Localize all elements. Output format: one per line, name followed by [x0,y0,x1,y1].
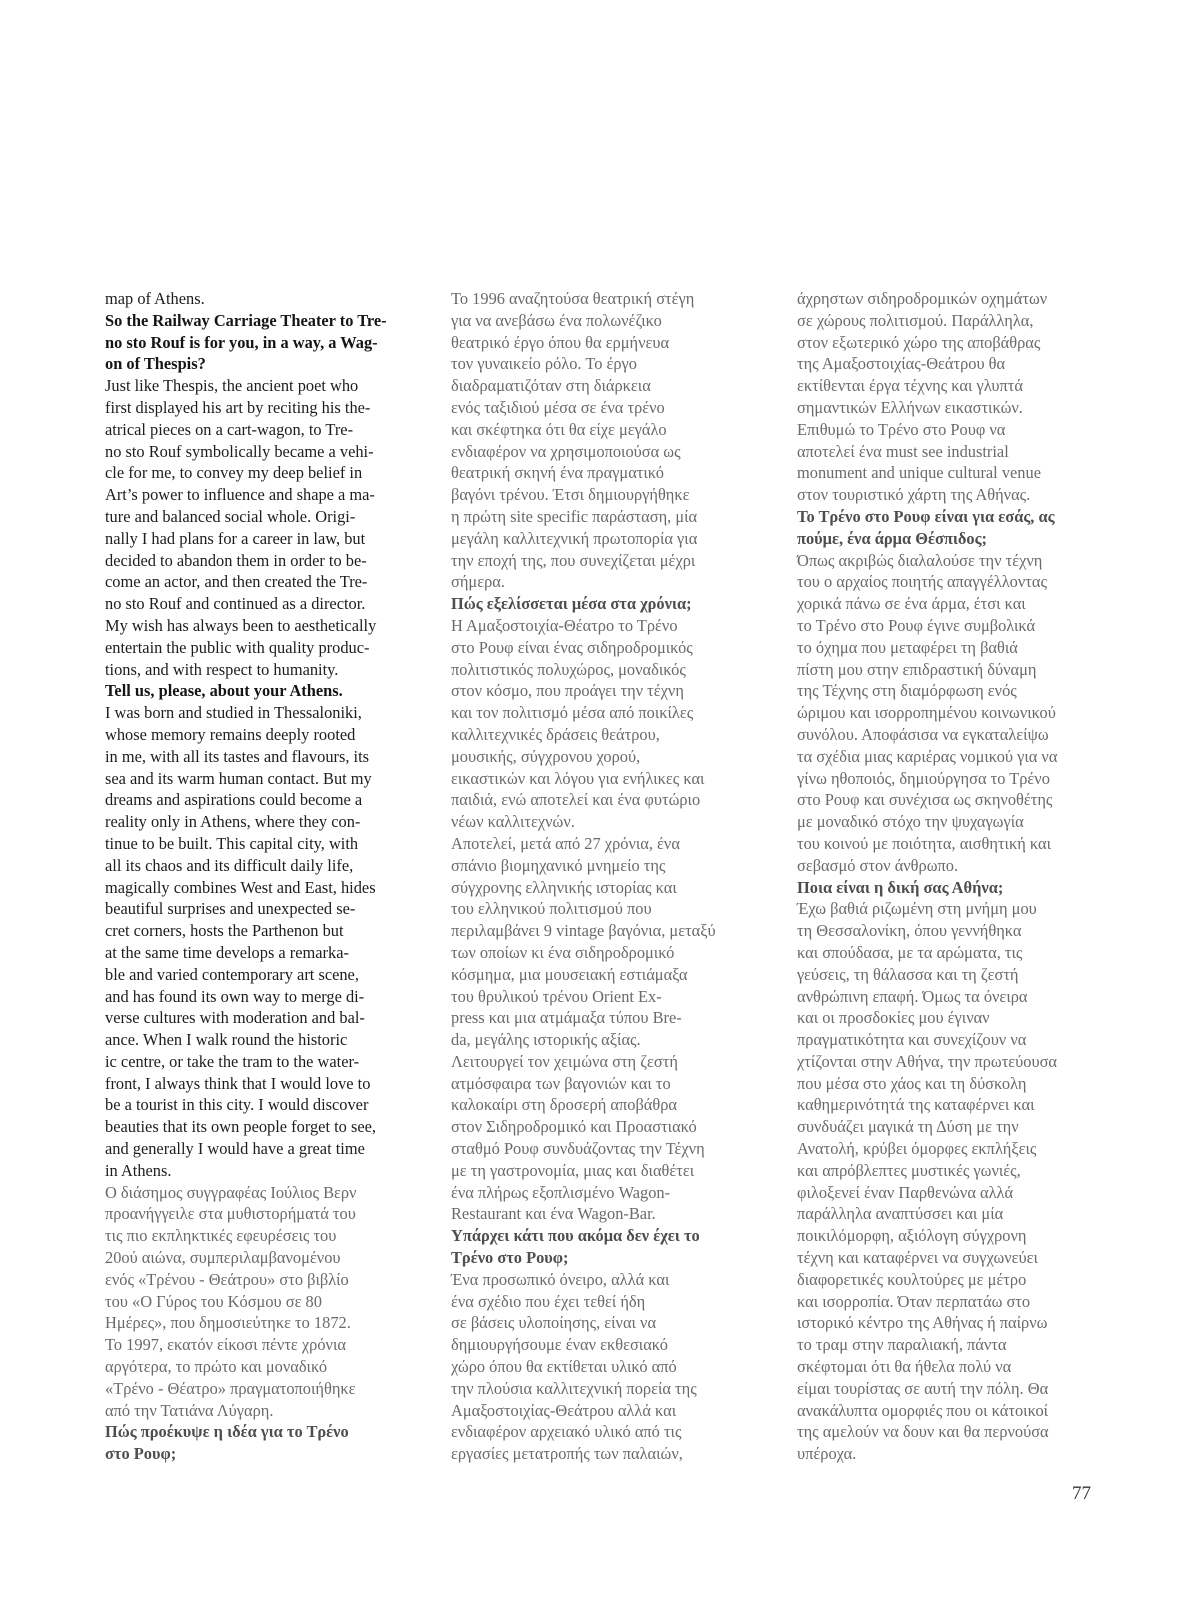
body-text-line: του ελληνικού πολιτισμού που [451,899,652,919]
body-text-line: cle for me, to convey my deep belief in [105,463,363,483]
text-column-1 [105,288,405,1465]
body-text-line: παράλληλα αναπτύσσει και μία [797,1204,1004,1224]
body-text-line: come an actor, and then created the Tre- [105,572,368,592]
body-text-line: γεύσεις, τη θάλασσα και τη ζεστή [797,964,1019,984]
body-text-line: ενδιαφέρον αρχειακό υλικό από τις [451,1422,682,1442]
body-text-line: ιστορικό κέντρο της Αθήνας ή παίρνω [797,1313,1048,1333]
body-text-line: Restaurant και ένα Wagon-Bar. [451,1204,656,1224]
body-text-line: at the same time develops a remarka- [105,942,349,962]
body-text-line: reality only in Athens, where they con- [105,812,361,832]
body-text-line: της Τέχνης στη διαμόρφωση ενός [797,681,1017,701]
body-text-line: μουσικής, σύγχρονου χορού, [451,746,641,766]
body-text-line: σκέφτομαι ότι θα ήθελα πολύ να [797,1357,1012,1377]
question-heading-line: no sto Rouf is for you, in a way, a Wag- [105,332,378,352]
body-text-line: θεατρική σκηνή ένα πραγματικό [451,463,664,483]
body-text-line: beauties that its own people forget to see, [105,1117,376,1137]
body-text-line: σταθμό Ρουφ συνδυάζοντας την Τέχνη [451,1139,705,1159]
body-text-line: τον γυναικείο ρόλο. Το έργο [451,354,637,374]
body-text-line: και οι προσδοκίες μου έγιναν [797,1008,990,1028]
body-text-line: σπάνιο βιομηχανικό μνημείο της [451,855,666,875]
body-text-line: με τη γαστρονομία, μιας και διαθέτει [451,1160,695,1180]
body-text-line: ανακάλυπτα ομορφιές που οι κάτοικοί [797,1400,1049,1420]
body-text-line: τέχνη και καταφέρνει να συγχωνεύει [797,1248,1038,1268]
text-column-3 [797,288,1097,1465]
body-text-line: Just like Thespis, the ancient poet who [105,376,359,396]
question-heading-line: Tell us, please, about your Athens. [105,681,343,701]
body-text-line: ance. When I walk round the historic [105,1030,348,1050]
body-text-line: be a tourist in this city. I would discover [105,1095,369,1115]
body-text-line: Η Αμαξοστοιχία-Θέατρο το Τρένο [451,615,678,635]
body-text-line: σε χώρους πολιτισμού. Παράλληλα, [797,310,1034,330]
question-heading-line: Ποια είναι η δική σας Αθήνα; [797,877,1004,897]
body-text-line: καθημερινότητά της καταφέρνει και [797,1095,1035,1115]
body-text-line: γίνω ηθοποιός, δημιούργησα το Τρένο [797,768,1050,788]
body-text-line: στον τουριστικό χάρτη της Αθήνας. [797,485,1031,505]
body-text-line: map of Athens. [105,289,205,308]
body-text-line: στο Ρουφ είναι ένας σιδηροδρομικός [451,637,693,657]
body-text-line: ture and balanced social whole. Origi- [105,506,356,526]
question-heading-line: στο Ρουφ; [105,1444,177,1464]
body-text-line: monument and unique cultural venue [797,463,1041,483]
body-text-line: πίστη μου στην επιδραστική δύναμη [797,659,1037,679]
body-text-line: and has found its own way to merge di- [105,986,365,1006]
body-text-line: με μοναδικό στόχο την ψυχαγωγία [797,812,1024,832]
body-text-line: Αποτελεί, μετά από 27 χρόνια, ένα [451,833,680,853]
body-text-line: magically combines West and East, hides [105,877,376,897]
body-text-line: στον κόσμο, που προάγει την τέχνη [451,681,684,701]
body-text-line: cret corners, hosts the Parthenon but [105,921,344,941]
body-text-line: ώριμου και ισορροπημένου κοινωνικού [797,703,1056,723]
body-text-line: το Τρένο στο Ρουφ έγινε συμβολικά [797,615,1036,635]
body-text-line: και σκέφτηκα ότι θα είχε μεγάλο [451,419,667,439]
body-text-line: ενός ταξιδιού μέσα σε ένα τρένο [451,397,665,417]
page-number: 77 [1072,1483,1091,1504]
body-text-line: για να ανεβάσω ένα πολωνέζικο [451,310,662,330]
body-text-line: και σπούδασα, με τα αρώματα, τις [797,942,1023,962]
body-text-line: atrical pieces on a cart-wagon, to Tre- [105,419,354,439]
body-text-line: 20ού αιώνα, συμπεριλαμβανομένου [105,1248,341,1268]
body-text-line: του «Ο Γύρος του Κόσμου σε 80 [105,1291,322,1311]
body-text-line: εικαστικών και λόγου για ενήλικες και [451,768,705,788]
body-text-line: Έχω βαθιά ριζωμένη στη μνήμη μου [797,899,1037,919]
body-text-line: στον εξωτερικό χώρο της αποβάθρας [797,332,1041,352]
body-text-line: Επιθυμώ το Τρένο στο Ρουφ να [797,419,1006,439]
body-text-line: καλλιτεχνικές δράσεις θεάτρου, [451,724,660,744]
body-text-line: συνδυάζει μαγικά τη Δύση με την [797,1117,1019,1137]
body-text-line: ενός «Τρένου - Θεάτρου» στο βιβλίο [105,1269,349,1289]
body-text-line: no sto Rouf symbolically became a vehi- [105,441,374,461]
body-text-line: αργότερα, το πρώτο και μοναδικό [105,1357,328,1377]
body-text-line: συνόλου. Αποφάσισα να εγκαταλείψω [797,724,1049,744]
body-text-line: του κοινού με ποιότητα, αισθητική και [797,833,1051,853]
body-text-line: που μέσα στο χάος και τη δύσκολη [797,1073,1027,1093]
body-text-line: η πρώτη site specific παράσταση, μία [451,506,698,526]
body-text-line: ανθρώπινη επαφή. Όμως τα όνειρα [797,986,1028,1006]
body-text-line: Art’s power to influence and shape a ma- [105,485,375,505]
body-text-line: υπέροχα. [797,1444,857,1464]
body-text-line: βαγόνι τρένου. Έτσι δημιουργήθηκε [451,485,690,505]
body-text-line: ένα σχέδιο που έχει τεθεί ήδη [451,1291,646,1311]
body-text-line: σήμερα. [451,572,505,592]
body-text-line: δημιουργήσουμε έναν εκθεσιακό [451,1335,668,1355]
body-text-line: φιλοξενεί έναν Παρθενώνα αλλά [797,1182,1014,1202]
body-text-line: και τον πολιτισμό μέσα από ποικίλες [451,703,694,723]
body-text-line: ic centre, or take the tram to the water- [105,1051,360,1071]
body-text-line: του ο αρχαίος ποιητής απαγγέλλοντας [797,572,1047,592]
body-text-line: no sto Rouf and continued as a director. [105,594,366,614]
question-heading-line: Τρένο στο Ρουφ; [451,1248,569,1268]
body-text-line: front, I always think that I would love to [105,1073,371,1093]
text-column-2 [451,288,751,1465]
body-text-line: από την Τατιάνα Λύγαρη. [105,1400,274,1420]
body-text-line: Το 1997, εκατόν είκοσι πέντε χρόνια [105,1335,346,1355]
body-text-line: in Athens. [105,1160,172,1180]
body-text-line: beautiful surprises and unexpected se- [105,899,356,919]
body-text-line: ενδιαφέρον να χρησιμοποιούσα ως [451,441,681,461]
body-text-line: των οποίων κι ένα σιδηροδρομικό [451,942,675,962]
body-text-line: χορικά πάνω σε ένα άρμα, έτσι και [797,594,1026,614]
body-text-line: ατμόσφαιρα των βαγονιών και το [451,1073,671,1093]
body-text-line: της Αμαξοστοιχίας-Θεάτρου θα [797,354,1006,374]
question-heading-line: Πώς προέκυψε η ιδέα για το Τρένο [105,1422,349,1442]
body-text-line: dreams and aspirations could become a [105,790,363,810]
body-text-line: εκτίθενται έργα τέχνης και γλυπτά [797,376,1023,396]
body-text-line: της αμελούν να δουν και θα περνούσα [797,1422,1049,1442]
body-text-line: την πλούσια καλλιτεχνική πορεία της [451,1378,697,1398]
body-text-line: ble and varied contemporary art scene, [105,964,359,984]
body-text-line: tions, and with respect to humanity. [105,659,339,679]
body-text-line: καλοκαίρι στη δροσερή αποβάθρα [451,1095,678,1115]
body-text-line: all its chaos and its difficult daily life, [105,855,354,875]
body-text-line: press και μια ατμάμαξα τύπου Bre- [451,1008,682,1028]
question-heading-line: Πώς εξελίσσεται μέσα στα χρόνια; [451,594,692,614]
body-text-line: κόσμημα, μια μουσειακή εστιάμαξα [451,964,688,984]
question-heading-line: So the Railway Carriage Theater to Tre- [105,310,387,330]
body-text-line: παιδιά, ενώ αποτελεί και ένα φυτώριο [451,790,701,810]
body-text-line: είμαι τουρίστας σε αυτή την πόλη. Θα [797,1378,1049,1398]
body-text-line: αποτελεί ένα must see industrial [797,441,1009,461]
body-text-line: «Τρένο - Θέατρο» πραγματοποιήθηκε [105,1378,356,1398]
body-text-line: nally I had plans for a career in law, but [105,528,366,548]
body-text-line: στο Ρουφ και συνέχισα ως σκηνοθέτης [797,790,1053,810]
body-text-line: da, μεγάλης ιστορικής αξίας. [451,1030,641,1050]
body-text-line: entertain the public with quality produc- [105,637,370,657]
body-text-line: το τραμ στην παραλιακή, πάντα [797,1335,1007,1355]
body-text-line: την εποχή της, που συνεχίζεται μέχρι [451,550,696,570]
body-text-line: I was born and studied in Thessaloniki, [105,703,362,723]
body-text-line: Ο διάσημος συγγραφέας Ιούλιος Βερν [105,1182,357,1202]
body-text-line: Αμαξοστοιχίας-Θεάτρου αλλά και [451,1400,677,1420]
body-text-line: πολιτιστικός πολυχώρος, μοναδικός [451,659,686,679]
body-text-line: άχρηστων σιδηροδρομικών οχημάτων [797,289,1048,308]
body-text-line: σεβασμό στον άνθρωπο. [797,855,959,875]
body-text-line: Ένα προσωπικό όνειρο, αλλά και [451,1269,670,1289]
body-text-line: Ανατολή, κρύβει όμορφες εκπλήξεις [797,1139,1037,1159]
body-text-line: and generally I would have a great time [105,1139,365,1159]
body-text-line: τη Θεσσαλονίκη, όπου γεννήθηκα [797,921,1022,941]
body-text-line: tinue to be built. This capital city, with [105,833,359,853]
body-text-line: νέων καλλιτεχνών. [451,812,575,832]
body-text-line: τις πιο εκπληκτικές εφευρέσεις του [105,1226,337,1246]
body-text-line: προανήγγειλε στα μυθιστορήματά του [105,1204,356,1224]
body-text-line: διαδραματιζόταν στη διάρκεια [451,376,651,396]
body-text-line: σύγχρονης ελληνικής ιστορίας και [451,877,677,897]
question-heading-line: Το Τρένο στο Ρουφ είναι για εσάς, ας [797,506,1055,526]
body-text-line: εργασίες μετατροπής των παλαιών, [451,1444,683,1464]
body-text-line: Ημέρες», που δημοσιεύτηκε το 1872. [105,1313,351,1333]
question-heading-line: πούμε, ένα άρμα Θέσπιδος; [797,528,988,548]
body-text-line: Λειτουργεί τον χειμώνα στη ζεστή [451,1051,678,1071]
body-text-line: το όχημα που μεταφέρει τη βαθιά [797,637,1018,657]
body-text-line: Το 1996 αναζητούσα θεατρική στέγη [451,289,695,308]
body-text-line: μεγάλη καλλιτεχνική πρωτοπορία για [451,528,698,548]
body-text-line: χτίζονται στην Αθήνα, την πρωτεύουσα [797,1051,1058,1071]
body-text-line: ένα πλήρως εξοπλισμένο Wagon- [451,1182,671,1202]
body-text-line: sea and its warm human contact. But my [105,768,372,788]
body-text-line: σημαντικών Ελλήνων εικαστικών. [797,397,1023,417]
body-text-line: ποικιλόμορφη, αξιόλογη σύγχρονη [797,1226,1027,1246]
body-text-line: first displayed his art by reciting his the- [105,397,371,417]
body-text-line: του θρυλικού τρένου Orient Ex- [451,986,662,1006]
body-text-line: χώρο όπου θα εκτίθεται υλικό από [451,1357,677,1377]
body-text-line: verse cultures with moderation and bal- [105,1008,365,1028]
body-text-line: και απρόβλεπτες μυστικές γωνιές, [797,1160,1021,1180]
body-text-line: διαφορετικές κουλτούρες με μέτρο [797,1269,1027,1289]
body-text-line: και ισορροπία. Όταν περπατάω στο [797,1291,1031,1311]
question-heading-line: on of Thespis? [105,354,206,374]
body-text-line: πραγματικότητα και συνεχίζουν να [797,1030,1027,1050]
body-text-line: whose memory remains deeply rooted [105,724,356,744]
body-text-line: Όπως ακριβώς διαλαλούσε την τέχνη [797,550,1043,570]
body-text-line: στον Σιδηροδρομικό και Προαστιακό [451,1117,697,1137]
body-text-line: τα σχέδια μιας καριέρας νομικού για να [797,746,1058,766]
body-text-line: περιλαμβάνει 9 vintage βαγόνια, μεταξύ [451,921,716,941]
body-text-line: θεατρικό έργο όπου θα ερμήνευα [451,332,670,352]
body-text-line: in me, with all its tastes and flavours, its [105,746,370,766]
body-text-line: My wish has always been to aesthetically [105,615,377,635]
body-text-line: σε βάσεις υλοποίησης, είναι να [451,1313,657,1333]
body-text-line: decided to abandon them in order to be- [105,550,367,570]
question-heading-line: Υπάρχει κάτι που ακόμα δεν έχει το [451,1226,700,1246]
